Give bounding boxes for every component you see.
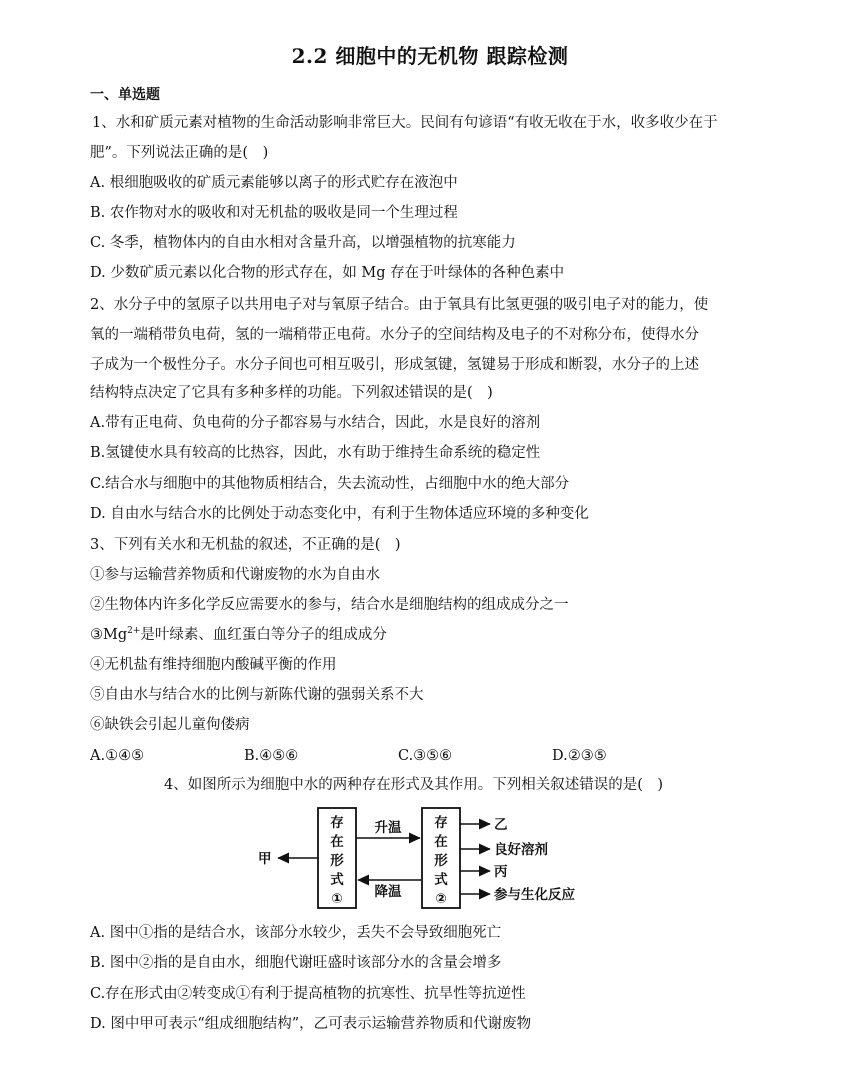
q2-option-d: D. 自由水与结合水的比例处于动态变化中，有利于生物体适应环境的多种变化 xyxy=(90,506,589,522)
q3-item-4: ④无机盐有维持细胞内酸碱平衡的作用 xyxy=(90,657,337,673)
q2-stem-line1: 2、水分子中的氢原子以共用电子对与氧原子结合。由于氧具有比氢更强的吸引电子对的能力，使 xyxy=(90,297,709,313)
q4-option-b: B. 图中②指的是自由水，细胞代谢旺盛时该部分水的含量会增多 xyxy=(90,955,502,971)
q2-option-a: A.带有正电荷、负电荷的分子都容易与水结合，因此，水是良好的溶剂 xyxy=(90,415,541,431)
q4-option-a: A. 图中①指的是结合水，该部分水较少，丢失不会导致细胞死亡 xyxy=(90,925,502,941)
diagram-svg xyxy=(254,806,599,911)
q3-item-2: ②生物体内许多化学反应需要水的参与，结合水是细胞结构的组成成分之一 xyxy=(90,597,569,613)
q3-item-5: ⑤自由水与结合水的比例与新陈代谢的强弱关系不大 xyxy=(90,687,424,703)
q1-stem-line1: 1、水和矿质元素对植物的生命活动影响非常巨大。民间有句谚语“有收无收在于水，收多收少在于 xyxy=(92,115,718,131)
box1-char-5: ① xyxy=(331,891,343,907)
q3-option-a: A.①④⑤ xyxy=(90,748,145,764)
output-good-solvent: 良好溶剂 xyxy=(494,842,548,858)
q4-option-d: D. 图中甲可表示“组成细胞结构”，乙可表示运输营养物质和代谢废物 xyxy=(90,1016,532,1032)
q3-stem: 3、下列有关水和无机盐的叙述，不正确的是( ) xyxy=(90,537,401,553)
q2-stem-line3: 子成为一个极性分子。水分子间也可相互吸引，形成氢键，氢键易于形成和断裂，水分子的上述 xyxy=(90,357,699,373)
q1-stem-line2: 肥”。下列说法正确的是( ) xyxy=(90,145,269,161)
label-cool-down: 降温 xyxy=(374,884,402,900)
q3-option-c: C.③⑤⑥ xyxy=(398,748,453,764)
document-title: 2.2 细胞中的无机物 跟踪检测 xyxy=(291,44,569,68)
q1-option-c: C. 冬季，植物体内的自由水相对含量升高，以增强植物的抗寒能力 xyxy=(90,235,516,251)
q1-option-a: A. 根细胞吸收的矿质元素能够以离子的形式贮存在液泡中 xyxy=(90,175,458,191)
q2-option-c: C.结合水与细胞中的其他物质相结合，失去流动性，占细胞中水的绝大部分 xyxy=(90,476,570,492)
q3-item-3 xyxy=(90,624,770,646)
q3-item-3-superscript: 2+ xyxy=(127,626,141,636)
q4-stem: 4、如图所示为细胞中水的两种存在形式及其作用。下列相关叙述错误的是( ) xyxy=(164,777,664,793)
box1-char-3: 形 xyxy=(330,853,344,869)
box2-char-2: 在 xyxy=(434,834,448,850)
label-jia: 甲 xyxy=(258,851,272,867)
q3-item-1: ①参与运输营养物质和代谢废物的水为自由水 xyxy=(90,567,380,583)
box2-char-5: ② xyxy=(435,891,447,907)
q3-item-3-prefix: ③Mg xyxy=(90,627,128,643)
box1-char-1: 存 xyxy=(330,815,344,831)
box2-char-4: 式 xyxy=(434,872,448,888)
q4-option-c: C.存在形式由②转变成①有利于提高植物的抗寒性、抗旱性等抗逆性 xyxy=(90,986,526,1002)
q3-item-3-rest: 是叶绿素、血红蛋白等分子的组成成分 xyxy=(140,627,387,643)
output-biochemical-reaction: 参与生化反应 xyxy=(494,887,575,903)
output-bing: 丙 xyxy=(494,864,508,880)
q3-options-row xyxy=(90,745,770,767)
section-heading: 一、单选题 xyxy=(90,87,160,103)
box2-char-1: 存 xyxy=(434,815,448,831)
q3-option-d: D.②③⑤ xyxy=(552,748,607,764)
box2-char-3: 形 xyxy=(434,853,448,869)
q1-option-b: B. 农作物对水的吸收和对无机盐的吸收是同一个生理过程 xyxy=(90,205,458,221)
label-heat-up: 升温 xyxy=(374,820,402,836)
box1-char-2: 在 xyxy=(330,834,344,850)
q3-option-b: B.④⑤⑥ xyxy=(244,748,299,764)
output-yi: 乙 xyxy=(494,817,508,833)
q2-option-b: B.氢键使水具有较高的比热容，因此，水有助于维持生命系统的稳定性 xyxy=(90,445,541,461)
q3-item-6: ⑥缺铁会引起儿童佝偻病 xyxy=(90,717,250,733)
q1-option-d: D. 少数矿质元素以化合物的形式存在，如 Mg 存在于叶绿体的各种色素中 xyxy=(90,265,565,281)
q2-stem-line2: 氧的一端稍带负电荷，氢的一端稍带正电荷。水分子的空间结构及电子的不对称分布，使得水分 xyxy=(90,327,699,343)
q2-stem-line4: 结构特点决定了它具有多种多样的功能。下列叙述错误的是( ) xyxy=(90,385,493,401)
box1-char-4: 式 xyxy=(330,872,344,888)
water-forms-diagram xyxy=(254,806,599,911)
